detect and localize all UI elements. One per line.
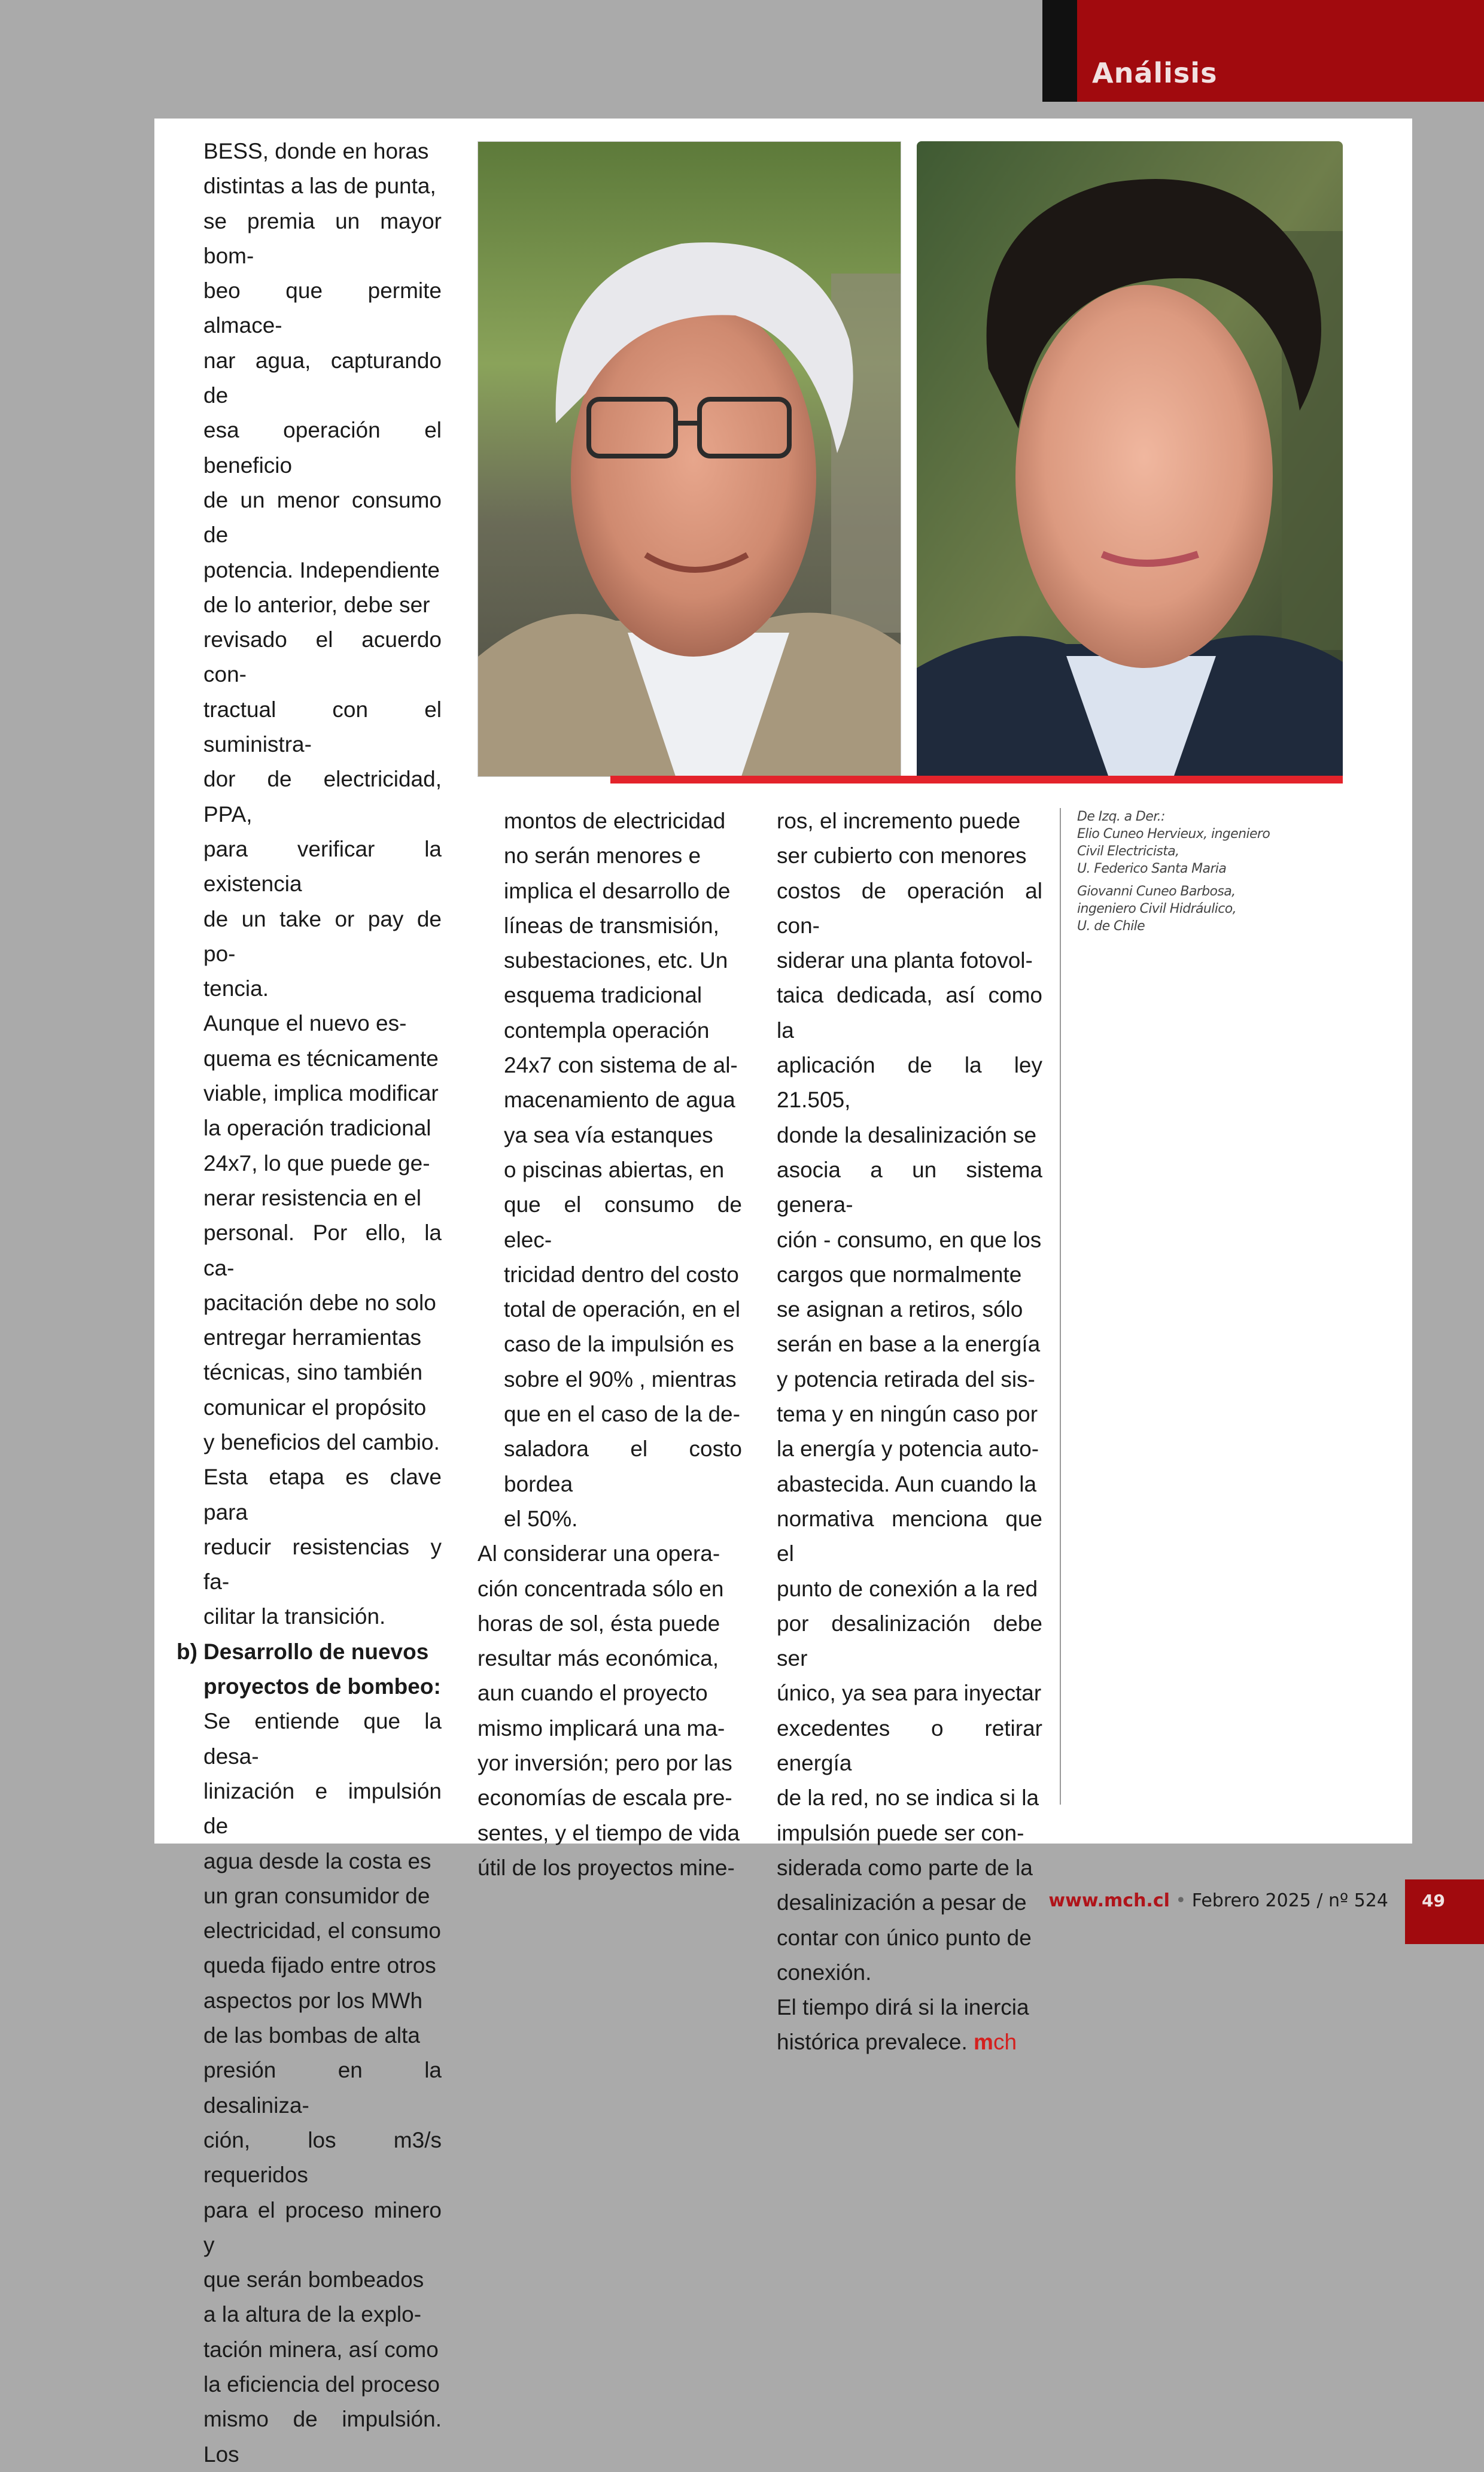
caption-line: U. de Chile: [1077, 919, 1145, 934]
body-line: histórica prevalece.: [777, 2030, 968, 2055]
body-line: y potencia retirada del sis-: [777, 1366, 1035, 1392]
body-line: economías de escala pre-: [478, 1785, 732, 1811]
section-b-heading-cont: [203, 1669, 442, 1704]
page-number-box: [1405, 1879, 1484, 1944]
body-line: la eficiencia del proceso: [203, 2372, 440, 2397]
body-line: no serán menores e: [504, 843, 701, 868]
article-column-3: [777, 804, 1042, 2060]
body-line: Esta etapa es clave para: [203, 1465, 442, 1524]
body-line: entregar herramientas: [203, 1325, 422, 1350]
caption-line: ingeniero Civil Hidráulico,: [1077, 901, 1237, 916]
body-line: conexión.: [777, 1960, 872, 1985]
body-line: de las bombas de alta: [203, 2023, 421, 2048]
body-line: taica dedicada, así como la: [777, 983, 1042, 1043]
portrait-giovanni-cuneo: [917, 141, 1343, 776]
body-line: ción concentrada sólo en: [478, 1576, 724, 1601]
body-line: asocia a un sistema genera-: [777, 1157, 1042, 1217]
mch-logo-ch: ch: [993, 2030, 1017, 2055]
section-title: Análisis: [1092, 57, 1218, 89]
body-line: nar agua, capturando de: [203, 348, 442, 408]
section-b-marker: b): [177, 1639, 197, 1664]
body-line: excedentes o retirar energía: [777, 1715, 1042, 1776]
body-line: esquema tradicional: [504, 983, 703, 1008]
caption-line: Civil Electricista,: [1077, 844, 1179, 859]
article-column-1: [177, 134, 442, 2472]
body-line: cargos que normalmente: [777, 1262, 1022, 1287]
body-line: linización e impulsión de: [203, 1778, 442, 1839]
body-line: distintas a las de punta,: [203, 174, 436, 199]
body-line: presión en la desaliniza-: [203, 2058, 442, 2118]
body-line: de la red, no se indica si la: [777, 1785, 1039, 1811]
body-line: horas de sol, ésta puede: [478, 1611, 720, 1636]
body-line: tación minera, así como: [203, 2337, 439, 2362]
last-line: [777, 2025, 1042, 2060]
body-line: tricidad dentro del costo: [504, 1262, 739, 1287]
body-line: Al considerar una opera-: [478, 1541, 720, 1566]
footer-site-link[interactable]: www.mch.cl: [1048, 1890, 1170, 1911]
heading-line: proyectos de bombeo:: [203, 1674, 441, 1699]
body-line: tema y en ningún caso por: [777, 1402, 1038, 1427]
body-line: punto de conexión a la red: [777, 1576, 1038, 1601]
body-line: sobre el 90% , mientras: [504, 1366, 737, 1392]
body-line: por desalinización debe ser: [777, 1611, 1042, 1671]
body-line: resultar más económica,: [478, 1646, 719, 1671]
body-line: único, ya sea para inyectar: [777, 1681, 1042, 1706]
body-line: potencia. Independiente: [203, 557, 440, 582]
body-line: reducir resistencias y fa-: [203, 1534, 442, 1595]
body-line: Aunque el nuevo es-: [203, 1011, 407, 1036]
body-line: que en el caso de la de-: [504, 1402, 740, 1427]
body-line: ya sea vía estanques: [504, 1122, 713, 1147]
body-line: El tiempo dirá si la inercia: [777, 1995, 1029, 2020]
body-line: esa operación el beneficio: [203, 418, 442, 478]
body-line: aplicación de la ley 21.505,: [777, 1053, 1042, 1113]
photo-red-rule: [610, 776, 1343, 783]
body-line: de un take or pay de po-: [203, 906, 442, 966]
body-line: la operación tradicional: [203, 1116, 431, 1141]
body-line: pacitación debe no solo: [203, 1290, 436, 1315]
section-b-heading: [177, 1635, 442, 1669]
body-line: de un menor consumo de: [203, 487, 442, 548]
body-line: o piscinas abiertas, en: [504, 1157, 725, 1182]
body-line: subestaciones, etc. Un: [504, 948, 728, 973]
body-line: desalinización a pesar de: [777, 1890, 1027, 1915]
body-line: donde la desalinización se: [777, 1122, 1037, 1147]
body-line: ser cubierto con menores: [777, 843, 1027, 868]
caption-line: U. Federico Santa Maria: [1077, 861, 1227, 876]
body-line: Se entiende que la desa-: [203, 1709, 442, 1769]
body-line: electricidad, el consumo: [203, 1918, 441, 1943]
portrait-elio-cuneo: [478, 141, 901, 777]
footer-issue: Febrero 2025 / nº 524: [1191, 1890, 1388, 1911]
body-line: a la altura de la explo-: [203, 2302, 422, 2327]
body-line: agua desde la costa es: [203, 1848, 431, 1873]
caption-line: Elio Cuneo Hervieux, ingeniero: [1077, 827, 1270, 842]
heading-line: Desarrollo de nuevos: [203, 1639, 429, 1664]
body-line: dor de electricidad, PPA,: [203, 767, 442, 827]
body-line: que serán bombeados: [203, 2267, 424, 2292]
body-line: tractual con el suministra-: [203, 697, 442, 757]
body-line: útil de los proyectos mine-: [478, 1855, 735, 1880]
body-line: se asignan a retiros, sólo: [777, 1297, 1023, 1322]
header-black-tab: [1042, 0, 1077, 102]
article-column-2: [478, 804, 742, 1885]
body-line: ción - consumo, en que los: [777, 1227, 1042, 1252]
body-line: el 50%.: [504, 1506, 578, 1531]
body-line: queda fijado entre otros: [203, 1953, 436, 1978]
body-line: sentes, y el tiempo de vida: [478, 1820, 740, 1845]
body-line: viable, implica modificar: [203, 1081, 439, 1106]
caption-line: Giovanni Cuneo Barbosa,: [1077, 884, 1236, 899]
body-line: mismo de impulsión. Los: [203, 2407, 442, 2467]
photo-caption: [1077, 808, 1281, 935]
body-line: la energía y potencia auto-: [777, 1437, 1039, 1462]
body-line: saladora el costo bordea: [504, 1437, 742, 1496]
body-line: y beneficios del cambio.: [203, 1429, 440, 1454]
body-line: BESS, donde en horas: [203, 139, 429, 163]
caption-divider: [1060, 808, 1061, 1805]
body-line: quema es técnicamente: [203, 1046, 439, 1071]
body-line: siderada como parte de la: [777, 1855, 1033, 1880]
body-line: costos de operación al con-: [777, 878, 1042, 938]
footer-bullet: •: [1175, 1890, 1187, 1911]
body-line: cilitar la transición.: [203, 1604, 386, 1629]
body-line: implica el desarrollo de: [504, 878, 731, 903]
body-line: impulsión puede ser con-: [777, 1820, 1024, 1845]
body-line: mismo implicará una ma-: [478, 1715, 725, 1741]
body-line: nerar resistencia en el: [203, 1185, 422, 1210]
body-line: normativa menciona que el: [777, 1506, 1042, 1566]
body-line: serán en base a la energía: [777, 1332, 1041, 1357]
body-line: contempla operación: [504, 1018, 710, 1043]
body-line: para el proceso minero y: [203, 2197, 442, 2257]
body-line: macenamiento de agua: [504, 1088, 735, 1113]
body-line: 24x7, lo que puede ge-: [203, 1150, 430, 1176]
body-line: contar con único punto de: [777, 1925, 1032, 1950]
body-line: ción, los m3/s requeridos: [203, 2127, 442, 2188]
mch-logo-m: m: [974, 2030, 993, 2055]
body-line: líneas de transmisión,: [504, 913, 719, 938]
body-line: montos de electricidad: [504, 809, 726, 833]
body-line: personal. Por ello, la ca-: [203, 1220, 442, 1280]
caption-line: De Izq. a Der.:: [1077, 809, 1165, 824]
body-line: ros, el incremento puede: [777, 809, 1021, 833]
body-line: 24x7 con sistema de al-: [504, 1053, 738, 1078]
page-footer: [1048, 1890, 1388, 1911]
body-line: para verificar la existencia: [203, 836, 442, 897]
body-line: aun cuando el proyecto: [478, 1681, 708, 1706]
body-line: de lo anterior, debe ser: [203, 592, 430, 617]
body-line: abastecida. Aun cuando la: [777, 1471, 1037, 1496]
body-line: aspectos por los MWh: [203, 1988, 423, 2013]
body-line: que el consumo de elec-: [504, 1192, 742, 1252]
body-line: total de operación, en el: [504, 1297, 740, 1322]
page-number: 49: [1422, 1891, 1445, 1911]
body-line: comunicar el propósito: [203, 1395, 427, 1420]
body-line: técnicas, sino también: [203, 1360, 423, 1385]
body-line: caso de la impulsión es: [504, 1332, 734, 1357]
body-line: revisado el acuerdo con-: [203, 627, 442, 687]
body-line: beo que permite almace-: [203, 278, 442, 338]
body-line: tencia.: [203, 976, 269, 1001]
mch-end-logo: [974, 2030, 1017, 2054]
body-line: yor inversión; pero por las: [478, 1751, 732, 1776]
body-line: se premia un mayor bom-: [203, 208, 442, 268]
body-line: un gran consumidor de: [203, 1883, 430, 1908]
body-line: siderar una planta fotovol-: [777, 948, 1033, 973]
